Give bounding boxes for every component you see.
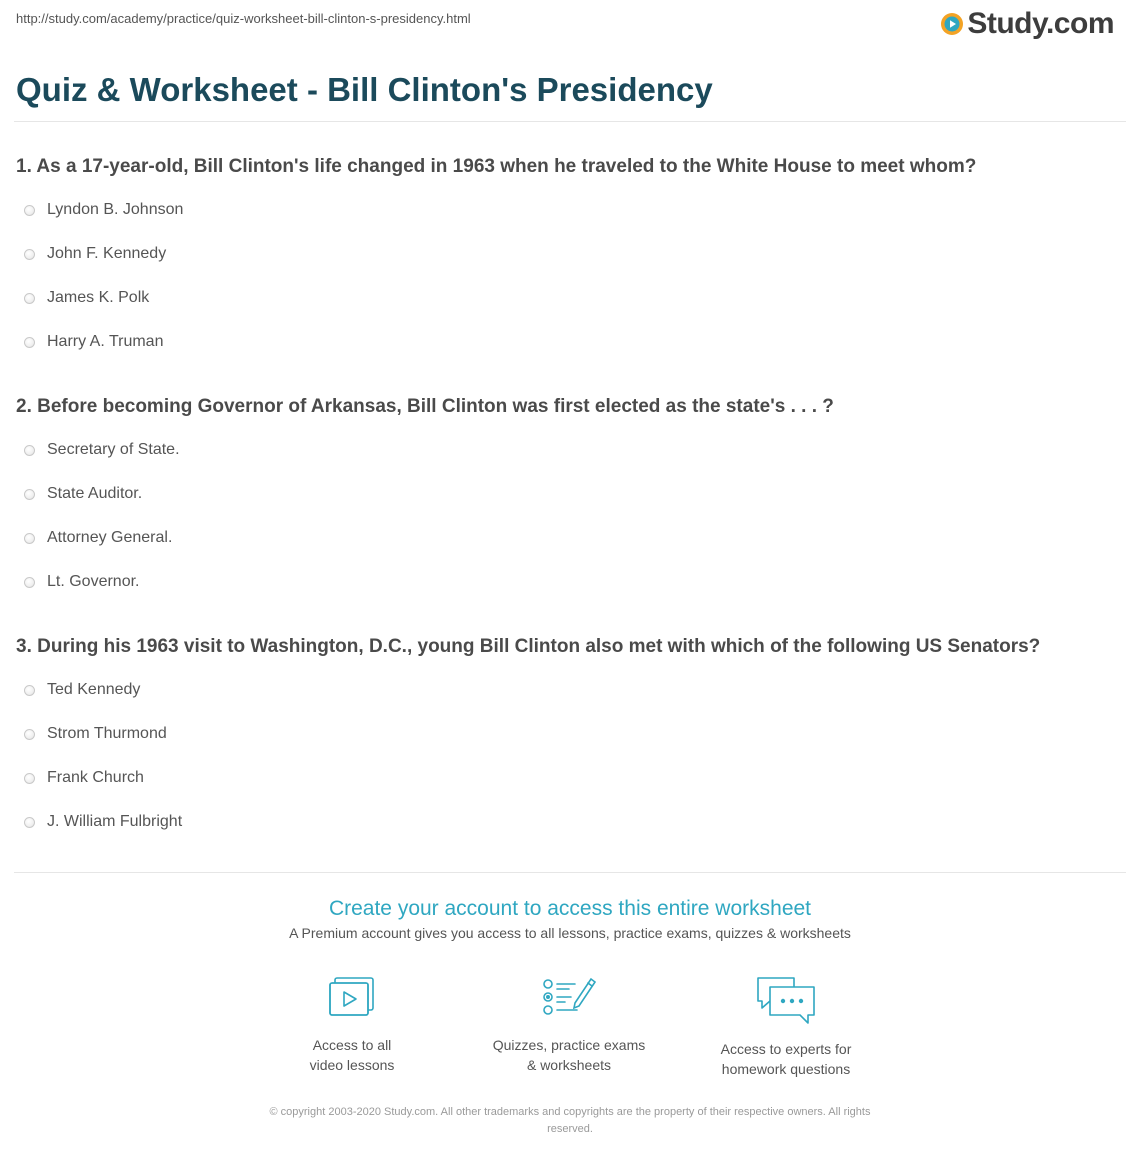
- feature-label-line1: Access to all: [312, 1037, 392, 1053]
- answer-option[interactable]: [24, 439, 180, 461]
- feature-experts: [686, 975, 886, 1079]
- question-1: [16, 155, 1126, 350]
- feature-label-line2: homework questions: [721, 1061, 851, 1077]
- signup-cta: [0, 895, 1140, 943]
- answer-option[interactable]: [24, 483, 142, 505]
- answer-option[interactable]: [24, 723, 167, 745]
- radio-button[interactable]: [24, 249, 35, 260]
- answer-label: Lt. Governor.: [47, 573, 140, 590]
- copyright-notice: [210, 1104, 930, 1138]
- feature-label-line2: & worksheets: [526, 1057, 612, 1073]
- answer-label: Frank Church: [47, 769, 144, 786]
- radio-button[interactable]: [24, 729, 35, 740]
- radio-button[interactable]: [24, 533, 35, 544]
- answer-label: Harry A. Truman: [47, 333, 164, 350]
- play-logo-icon: [940, 12, 964, 36]
- cta-subtitle: A Premium account gives you access to all lessons, practice exams, quizzes & worksheets: [289, 925, 851, 941]
- question-3: [16, 635, 1126, 830]
- radio-button[interactable]: [24, 445, 35, 456]
- video-lessons-icon: [325, 975, 379, 1023]
- copyright-line1: © copyright 2003-2020 Study.com. All other trademarks and copyrights are the property of their respective owners. All rights: [269, 1106, 871, 1118]
- answer-label: John F. Kennedy: [47, 245, 167, 262]
- quiz-checklist-icon: [541, 975, 597, 1023]
- question-text: 1. As a 17-year-old, Bill Clinton's life changed in 1963 when he traveled to the White House to meet whom?: [16, 156, 977, 177]
- radio-button[interactable]: [24, 293, 35, 304]
- logo-text: Study.com: [967, 7, 1114, 40]
- answer-option[interactable]: [24, 331, 163, 353]
- answer-label: Attorney General.: [47, 529, 173, 546]
- answer-label: Ted Kennedy: [47, 681, 141, 698]
- radio-button[interactable]: [24, 817, 35, 828]
- radio-button[interactable]: [24, 489, 35, 500]
- expert-chat-icon: [754, 975, 818, 1027]
- cta-title-link[interactable]: Create your account to access this entire worksheet: [328, 897, 812, 920]
- answer-label: Lyndon B. Johnson: [47, 201, 184, 218]
- feature-label: [252, 1035, 452, 1075]
- title-divider: [14, 121, 1126, 122]
- study-com-logo[interactable]: [940, 6, 1114, 42]
- radio-button[interactable]: [24, 685, 35, 696]
- feature-quizzes: [469, 975, 669, 1075]
- page-url: http://study.com/academy/practice/quiz-worksheet-bill-clinton-s-presidency.html: [16, 11, 471, 26]
- top-bar: [0, 0, 1140, 50]
- answer-option[interactable]: [24, 527, 172, 549]
- radio-button[interactable]: [24, 773, 35, 784]
- answer-label: Strom Thurmond: [47, 725, 167, 742]
- feature-label: [469, 1035, 669, 1075]
- answer-option[interactable]: [24, 811, 182, 833]
- answer-label: James K. Polk: [47, 289, 150, 306]
- answer-option[interactable]: [24, 287, 149, 309]
- copyright-line2: reserved.: [547, 1123, 593, 1135]
- answer-option[interactable]: [24, 767, 144, 789]
- feature-label-line2: video lessons: [309, 1057, 395, 1073]
- answer-label: J. William Fulbright: [47, 813, 183, 830]
- radio-button[interactable]: [24, 205, 35, 216]
- content-divider: [14, 872, 1126, 873]
- question-text: 2. Before becoming Governor of Arkansas, Bill Clinton was first elected as the state's . . . ?: [16, 396, 834, 417]
- feature-video-lessons: [252, 975, 452, 1075]
- feature-label-line1: Quizzes, practice exams: [492, 1037, 646, 1053]
- answer-option[interactable]: [24, 571, 140, 593]
- feature-label-line1: Access to experts for: [720, 1041, 852, 1057]
- radio-button[interactable]: [24, 337, 35, 348]
- answer-label: State Auditor.: [47, 485, 143, 502]
- answer-option[interactable]: [24, 243, 166, 265]
- question-2: [16, 395, 1126, 590]
- radio-button[interactable]: [24, 577, 35, 588]
- page-title: Quiz & Worksheet - Bill Clinton's Presidency: [16, 71, 713, 108]
- feature-label: [686, 1039, 886, 1079]
- answer-option[interactable]: [24, 199, 183, 221]
- answer-label: Secretary of State.: [47, 441, 180, 458]
- answer-option[interactable]: [24, 679, 140, 701]
- question-text: 3. During his 1963 visit to Washington, D.C., young Bill Clinton also met with which of the following US Senators?: [16, 636, 1041, 657]
